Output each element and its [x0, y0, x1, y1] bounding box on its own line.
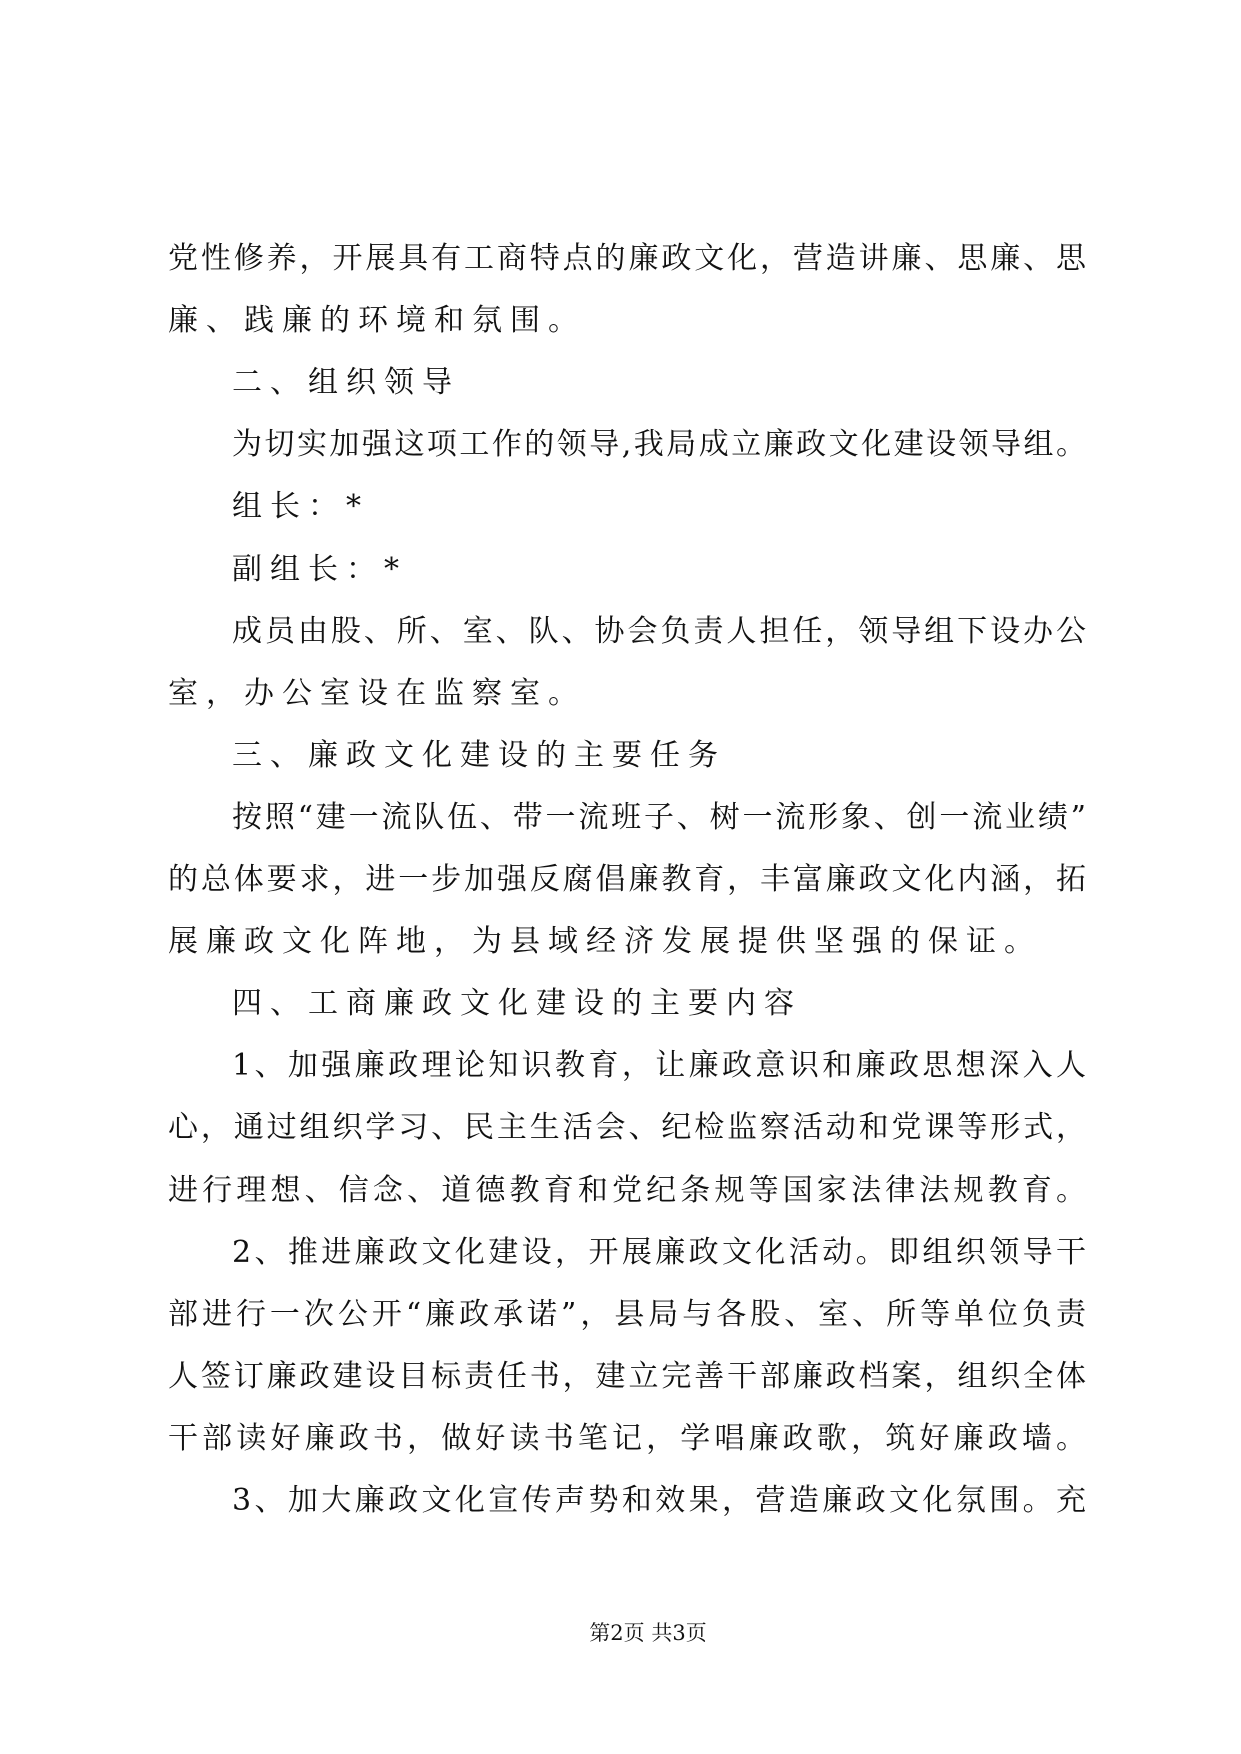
- text-line: 3、加大廉政文化宣传声势和效果，营造廉政文化氛围。充: [232, 1483, 1086, 1518]
- text-line: 副组长：*: [232, 551, 407, 587]
- text-line: 2、推进廉政文化建设，开展廉政文化活动。即组织领导干: [232, 1234, 1086, 1270]
- text-line: 三、廉政文化建设的主要任务: [232, 737, 726, 773]
- text-line: 展廉政文化阵地，为县域经济发展提供坚强的保证。: [168, 924, 1042, 960]
- text-line: 人签订廉政建设目标责任书，建立完善干部廉政档案，组织全体: [168, 1358, 1086, 1394]
- text-line: 成员由股、所、室、队、协会负责人担任，领导组下设办公: [232, 613, 1086, 649]
- text-line: 进行理想、信念、道德教育和党纪条规等国家法律法规教育。: [168, 1172, 1086, 1208]
- text-line: 按照“建一流队伍、带一流班子、树一流形象、创一流业绩”: [232, 799, 1086, 835]
- text-line: 室，办公室设在监察室。: [168, 675, 586, 711]
- text-line: 心，通过组织学习、民主生活会、纪检监察活动和党课等形式，: [168, 1110, 1086, 1146]
- text-line: 廉、践廉的环境和氛围。: [168, 303, 586, 339]
- text-line: 党性修养，开展具有工商特点的廉政文化，营造讲廉、思廉、思: [168, 241, 1086, 276]
- text-line: 四、工商廉政文化建设的主要内容: [232, 986, 802, 1022]
- text-line: 1、加强廉政理论知识教育，让廉政意识和廉政思想深入人: [232, 1048, 1086, 1084]
- text-line: 的总体要求，进一步加强反腐倡廉教育，丰富廉政文化内涵，拓: [168, 862, 1086, 897]
- text-line: 二、组织领导: [232, 365, 460, 401]
- text-line: 部进行一次公开“廉政承诺”，县局与各股、室、所等单位负责: [168, 1296, 1086, 1332]
- text-line: 组长：*: [232, 489, 369, 525]
- text-line: 为切实加强这项工作的领导,我局成立廉政文化建设领导组。: [232, 427, 1086, 463]
- page-footer: 第2页 共3页: [589, 1621, 707, 1645]
- text-line: 干部读好廉政书，做好读书笔记，学唱廉政歌，筑好廉政墙。: [168, 1420, 1086, 1456]
